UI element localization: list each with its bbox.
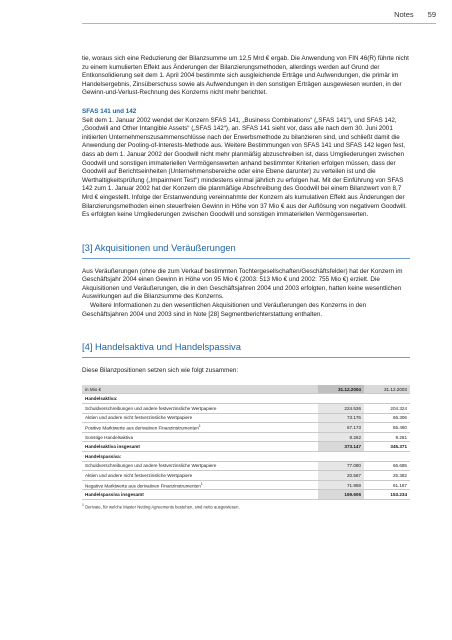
row-label-cell bbox=[82, 423, 318, 433]
sfas-paragraph: Seit dem 1. Januar 2002 wendet der Konzern SFAS 141, „Business Combinations“ („SFAS 141“), und SFAS 142, „Goodwill and Other Intangible Assets“ („SFAS 142“), an. SFAS 141 sieht vor, dass alle nach dem 30. Juni 2001 initiierten Unternehmenszusammenschlüsse nach der Erwerbsmethode zu bilanzieren sind, und schließt damit die Anwendung der Pooling-of-Interests-Methode aus. Weitere Bestimmungen von SFAS 141 und SFAS 142 legen fest, dass ab dem 1. Januar 2002 der Goodwill nicht mehr planmäßig abzuschreiben ist, dass Umgliederungen zwischen Goodwill und sonstigen immateriellen Vermögenswerten anhand bestimmter Kriterien erfolgen müssen, dass der Goodwill auf Berichtseinheiten (Unternehmensbereiche oder eine Ebene darunter) zu verteilen ist und die Werthaltigkeitsprüfung („Impairment Test“) mindestens einmal jährlich zu erfolgen hat. Mit der Einführung von SFAS 142 zum 1. Januar 2002 hat der Konzern die planmäßige Abschreibung des Goodwill bei einem Bilanzwert von 8,7 Mrd € eingestellt. Infolge der Erstanwendung vereinnahmte der Konzern als kumulativen Effekt aus Änderungen der Bilanzierungsmethoden einen steuerfreien Gewinn in Höhe von 37 Mio € aus der Auflösung von negativem Goodwill. Es erfolgten keine Umgliederungen zwischen Goodwill und sonstigen immateriellen Vermögenswerten. bbox=[82, 116, 407, 219]
table-header-row bbox=[82, 385, 410, 394]
footnote-text: Derivate, für welche Master Netting Agreements bestehen, sind netto ausgewiesen. bbox=[85, 504, 240, 510]
row-label: Aktien und andere nicht festverzinsliche Wertpapiere bbox=[82, 471, 318, 481]
table-row bbox=[82, 432, 410, 442]
section-3-paragraph-2: Weitere Informationen zu den wesentlichen Akquisitionen und Veräußerungen des Konzerns in den Geschäftsjahren 2004 und 2003 sind in Note [28] Segmentberichterstattung enthalten. bbox=[82, 302, 367, 318]
row-value-2003: 66.685 bbox=[364, 461, 410, 471]
section-3-heading: [3] Akquisitionen und Veräußerungen bbox=[82, 242, 410, 259]
page-number: 59 bbox=[427, 10, 436, 19]
row-label: Aktien und andere nicht festverzinsliche Wertpapiere bbox=[82, 413, 318, 423]
total-label: Handelsaktiva insgesamt bbox=[82, 442, 318, 452]
total-value-2003: 345.371 bbox=[364, 442, 410, 452]
footnote-marker: 1 bbox=[198, 424, 201, 429]
table-row bbox=[82, 480, 410, 490]
table-header-2003: 31.12.2003 bbox=[364, 385, 410, 394]
total-value-2003: 153.234 bbox=[364, 490, 410, 500]
section-3-paragraph-1: Aus Veräußerungen (ohne die zum Verkauf bestimmten Tochtergesellschaften/Geschäftsfelder) hat der Konzern im Geschäftsjahr 2004 einen Gewinn in Höhe von 95 Mio € (2003: 513 Mio € und 2002: 755 Mio €) erzielt. Die Akquisitionen und Veräußerungen, die in den Geschäftsjahren 2004 und 2003 erfolgten, hatten keine wesentlichen Auswirkungen auf die Bilanzsumme des Konzerns. bbox=[82, 267, 403, 301]
table-row bbox=[82, 461, 410, 471]
row-value-2004: 20.567 bbox=[318, 471, 364, 481]
passiva-group-label: Handelspassiva: bbox=[82, 452, 410, 462]
row-label-cell bbox=[82, 480, 318, 490]
intro-paragraph: tie, woraus sich eine Reduzierung der Bilanzsumme um 12,5 Mrd € ergab. Die Anwendung von FIN 46(R) führte nicht zu einem kumulierten Effekt aus Änderungen der Bilanzierungsmethoden, allerdings werden auf Grund der Entkonsolidierung seit dem 1. April 2004 bestimmte sich ausgleichende Erträge und Aufwendungen, die primär im Handelsergebnis, Zinsüberschuss sowie als Aufwendungen in den sonstigen Erträgen ausgewiesen wurden, in der Gewinn-und-Verlust-Rechnung des Konzerns nicht mehr berichtet. bbox=[82, 55, 409, 97]
section-3-body bbox=[82, 268, 410, 320]
total-value-2004: 169.606 bbox=[318, 490, 364, 500]
table-group-row bbox=[82, 452, 410, 462]
table-footnote bbox=[82, 503, 410, 509]
page-header bbox=[394, 10, 436, 19]
header-title: Notes bbox=[394, 10, 414, 19]
header-rule bbox=[82, 23, 436, 24]
aktiva-group-label: Handelsaktiva: bbox=[82, 394, 410, 404]
row-value-2003: 25.382 bbox=[364, 471, 410, 481]
row-value-2004: 73.176 bbox=[318, 413, 364, 423]
row-value-2003: 66.306 bbox=[364, 413, 410, 423]
total-label: Handelspassiva insgesamt bbox=[82, 490, 318, 500]
row-value-2003: 204.324 bbox=[364, 404, 410, 414]
table-header-2004: 31.12.2004 bbox=[318, 385, 364, 394]
table-row bbox=[82, 423, 410, 433]
row-value-2003: 61.167 bbox=[364, 480, 410, 490]
row-value-2004: 224.536 bbox=[318, 404, 364, 414]
row-label: Schuldverschreibungen und andere festverzinsliche Wertpapiere bbox=[82, 404, 318, 414]
row-value-2003: 9.281 bbox=[364, 432, 410, 442]
section-4-heading: [4] Handelsaktiva und Handelspassiva bbox=[82, 341, 410, 358]
footnote-marker: 1 bbox=[200, 481, 203, 486]
row-label: Negative Marktwerte aus derivativen Finanzinstrumenten bbox=[85, 483, 201, 489]
table-row bbox=[82, 404, 410, 414]
table-total-row bbox=[82, 442, 410, 452]
total-value-2004: 373.147 bbox=[318, 442, 364, 452]
sfas-heading: SFAS 141 und 142 bbox=[82, 107, 137, 115]
section-4-body bbox=[82, 367, 410, 509]
trading-assets-table bbox=[82, 385, 410, 500]
table-group-row bbox=[82, 394, 410, 404]
row-value-2004: 77.080 bbox=[318, 461, 364, 471]
table-unit-label: in Mio € bbox=[82, 385, 318, 394]
row-value-2003: 65.460 bbox=[364, 423, 410, 433]
row-value-2004: 71.959 bbox=[318, 480, 364, 490]
row-value-2004: 67.173 bbox=[318, 423, 364, 433]
row-label: Positive Marktwerte aus derivativen Finanzinstrumenten bbox=[85, 425, 199, 431]
row-label: Schuldverschreibungen und andere festverzinsliche Wertpapiere bbox=[82, 461, 318, 471]
row-value-2004: 8.262 bbox=[318, 432, 364, 442]
page-content bbox=[82, 55, 410, 509]
table-row bbox=[82, 413, 410, 423]
table-row bbox=[82, 471, 410, 481]
section-4-intro: Diese Bilanzpositionen setzen sich wie folgt zusammen: bbox=[82, 367, 239, 375]
table-total-row bbox=[82, 490, 410, 500]
row-label: Sonstige Handelsaktiva bbox=[82, 432, 318, 442]
footnote-number: 1 bbox=[82, 502, 84, 507]
